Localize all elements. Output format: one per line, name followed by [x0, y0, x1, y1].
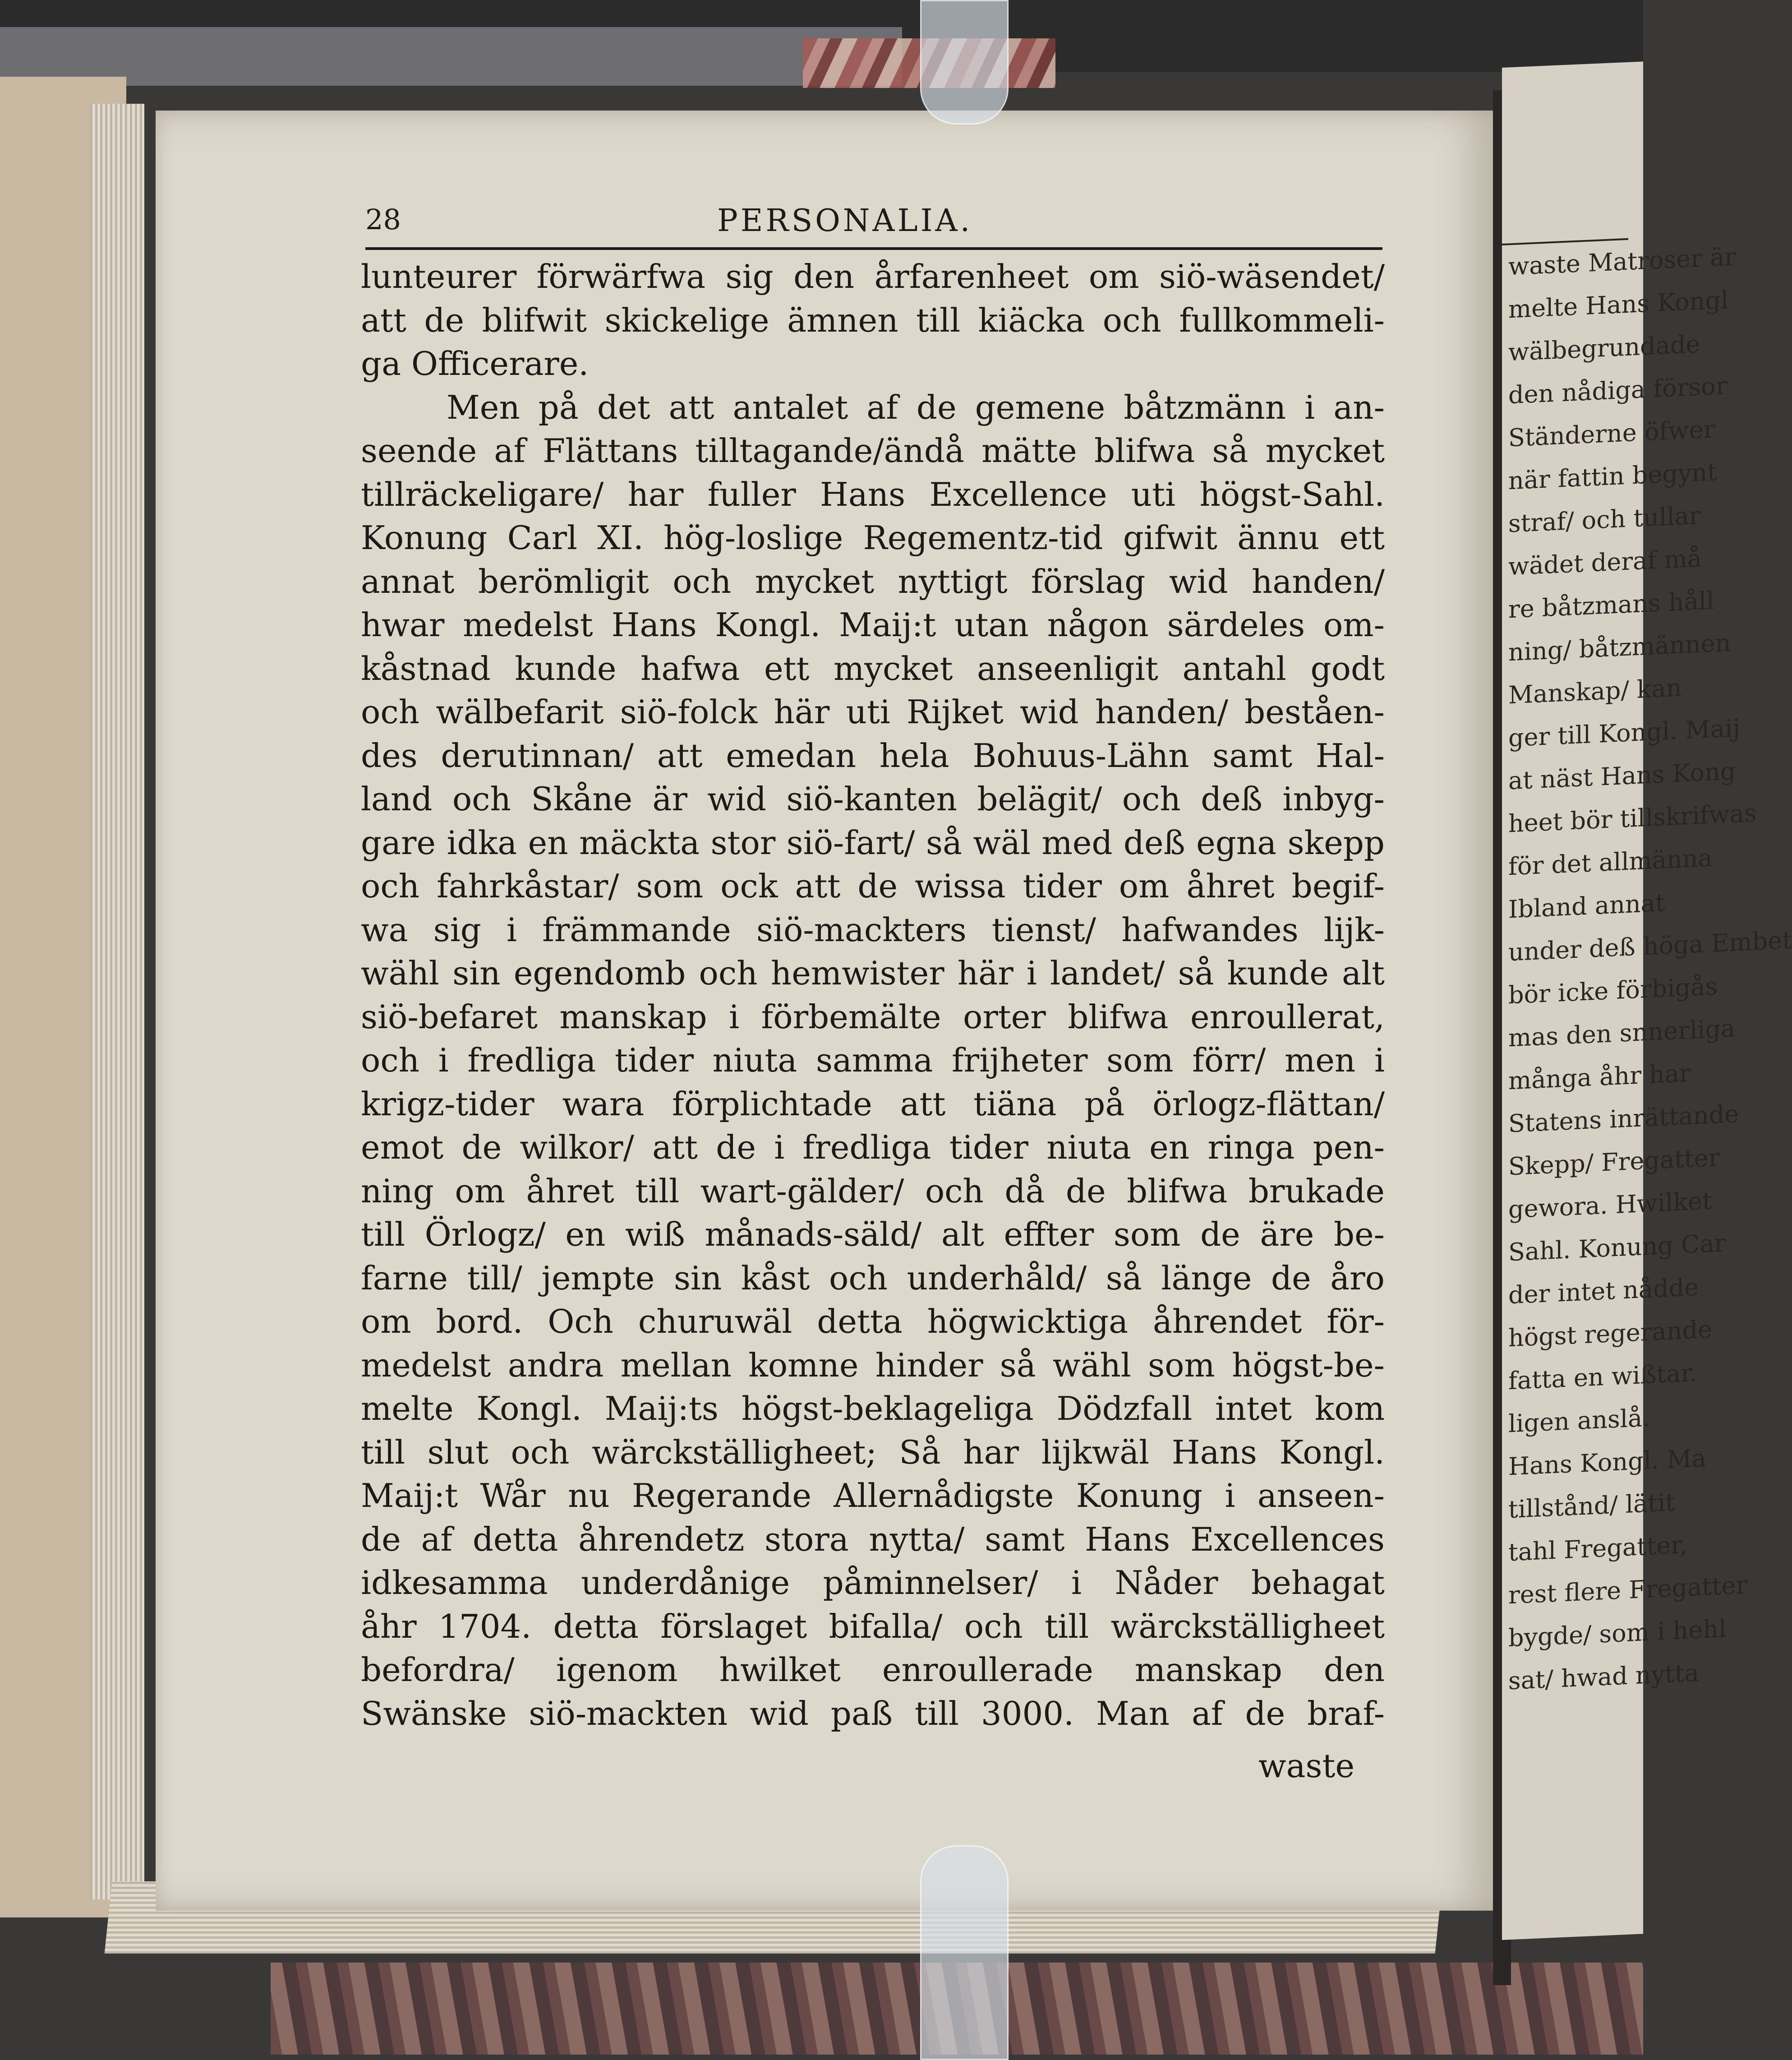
page-number: 28 [365, 203, 401, 236]
facing-text-line: wädet deraf må [1508, 544, 1702, 581]
text-line: tillräckeligare/ har fuller Hans Excellence uti högst-Sahl. [361, 475, 1385, 513]
facing-text-line: gewora. Hwilket [1508, 1186, 1712, 1224]
facing-text-line: högst regerande [1508, 1315, 1713, 1353]
facing-text-line: melte Hans Kongl [1508, 286, 1729, 324]
facing-page [1502, 61, 1792, 1940]
text-line: farne till/ jempte sin kåst och underhåld/ så länge de åro [361, 1259, 1385, 1297]
facing-text-line: der intet nådde [1508, 1272, 1699, 1310]
facing-text-line: fatta en wißtar. [1508, 1358, 1698, 1395]
text-line: medelst andra mellan komne hinder så wähl som högst-be- [361, 1346, 1385, 1384]
text-line: melte Kongl. Maij:ts högst-beklageliga Dödzfall intet kom [361, 1390, 1385, 1427]
text-line: hwar medelst Hans Kongl. Maij:t utan någon särdeles om- [361, 606, 1385, 644]
facing-text-line: för det allmänna [1508, 843, 1713, 881]
facing-text-line: bygde/ som i hehl [1508, 1614, 1727, 1653]
page-clip-bottom [920, 1845, 1009, 2060]
facing-text-line: den nådiga försor [1508, 371, 1728, 410]
text-line: Maij:t Wår nu Regerande Allernådigste Konung i anseen- [361, 1477, 1385, 1515]
facing-text-line: Statens inrättande [1508, 1099, 1739, 1138]
text-line: och fahrkåstar/ som ock att de wissa tider om åhret begif- [361, 867, 1385, 905]
facing-text-line: Skepp/ Fregatter [1508, 1143, 1720, 1181]
text-line: idkesamma underdånige påminnelser/ i Nåder behagat [361, 1564, 1385, 1602]
facing-text-line: wälbegrundade [1508, 329, 1700, 367]
facing-text-line: ger till Kongl. Maij [1508, 713, 1741, 753]
facing-text-line: bör icke förbigås [1508, 972, 1718, 1010]
text-line: Swänske siö-mackten wid paß till 3000. Man af de braf- [361, 1694, 1385, 1732]
header-rule [365, 247, 1382, 250]
facing-text-line: under deß höga Embet [1508, 925, 1792, 967]
facing-text-line: rest flere Fregatter [1508, 1570, 1748, 1610]
text-line: wähl sin egendomb och hemwister här i landet/ så kunde alt [361, 954, 1385, 992]
facing-text-line: heet bör tillskrifwas [1508, 799, 1757, 838]
gray-board [0, 27, 902, 86]
facing-text-line: Sahl. Konung Car [1508, 1229, 1726, 1267]
text-line: till slut och wärckställigheet; Så har lijkwäl Hans Kongl. [361, 1433, 1385, 1471]
text-line: des derutinnan/ att emedan hela Bohuus-Lähn samt Hal- [361, 736, 1385, 775]
facing-text-line: ligen anslå. [1508, 1403, 1650, 1438]
facing-text-line: sat/ hwad nytta [1508, 1658, 1699, 1695]
facing-text-line: Ständerne öfwer [1508, 415, 1715, 453]
text-line: ga Officerare. [361, 345, 589, 383]
facing-text-line: straf/ och tullar [1508, 501, 1701, 538]
text-line: åhr 1704. detta förslaget bifalla/ och till wärckställigheet [361, 1607, 1385, 1645]
facing-text-line: Manskap/ kan [1508, 673, 1682, 710]
facing-text-line: waste Matroser är [1508, 242, 1737, 281]
running-title: PERSONALIA. [717, 203, 973, 239]
facing-text-line: re båtzmans håll [1508, 586, 1714, 624]
facing-page-text [1502, 239, 1792, 1703]
facing-text-line: Hans Kongl. Ma [1508, 1444, 1706, 1481]
facing-text-line: Ibland annat [1508, 888, 1665, 924]
text-line: och wälbefarit siö-folck här uti Rijket wid handen/ beståen- [361, 693, 1385, 731]
facing-text-line: tillstånd/ lätit [1508, 1488, 1675, 1524]
catchword: waste [1258, 1747, 1355, 1785]
text-line: att de blifwit skickelige ämnen till kiäcka och fullkommeli- [361, 301, 1385, 339]
text-line: land och Skåne är wid siö-kanten belägit/ och deß inbyg- [361, 780, 1385, 818]
facing-text-line: när fattin begynt [1508, 457, 1717, 495]
facing-text-line: ning/ båtzmännen [1508, 628, 1731, 667]
facing-text-line: at näst Hans Kong [1508, 757, 1736, 795]
text-line: krigz-tider wara förplichtade att tiäna på örlogz-flättan/ [361, 1085, 1385, 1123]
text-line: och i fredliga tider niuta samma frijheter som förr/ men i [361, 1041, 1385, 1079]
text-line: annat berömligit och mycket nyttigt förslag wid handen/ [361, 562, 1385, 600]
text-line: ning om åhret till wart-gälder/ och då de blifwa brukade [361, 1172, 1385, 1210]
text-line: kåstnad kunde hafwa ett mycket anseenligit antahl godt [361, 649, 1385, 688]
page-stack-edge [90, 104, 144, 1899]
text-line: Men på det att antalet af de gemene båtzmänn i an- [447, 388, 1385, 426]
text-line: befordra/ igenom hwilket enroullerade manskap den [361, 1651, 1385, 1689]
text-line: seende af Flättans tilltagande/ändå mätte blifwa så mycket [361, 432, 1385, 470]
text-line: om bord. Och churuwäl detta högwicktiga åhrendet för- [361, 1303, 1385, 1340]
body-text [361, 255, 1385, 1735]
facing-text-line: många åhr har [1508, 1058, 1691, 1095]
text-line: gare idka en mäckta stor siö-fart/ så wäl med deß egna skepp [361, 823, 1385, 862]
text-line: siö-befaret manskap i förbemälte orter blifwa enroullerat, [361, 998, 1385, 1036]
facing-text-line: mas den snnerliga [1508, 1014, 1736, 1053]
text-line: Konung Carl XI. hög-loslige Regementz-tid gifwit ännu ett [361, 519, 1385, 557]
text-line: lunteurer förwärfwa sig den årfarenheet om siö-wäsendet/ [361, 258, 1385, 296]
text-line: till Örlogz/ en wiß månads-säld/ alt effter som de äre be- [361, 1215, 1385, 1253]
text-line: emot de wilkor/ att de i fredliga tider niuta en ringa pen- [361, 1128, 1385, 1166]
facing-text-line: tahl Fregatter, [1508, 1530, 1688, 1567]
text-line: de af detta åhrendetz stora nytta/ samt Hans Excellences [361, 1520, 1385, 1558]
page-header [365, 203, 1389, 248]
page-clip-top [920, 0, 1009, 125]
text-line: wa sig i främmande siö-mackters tienst/ hafwandes lijk- [361, 910, 1385, 949]
